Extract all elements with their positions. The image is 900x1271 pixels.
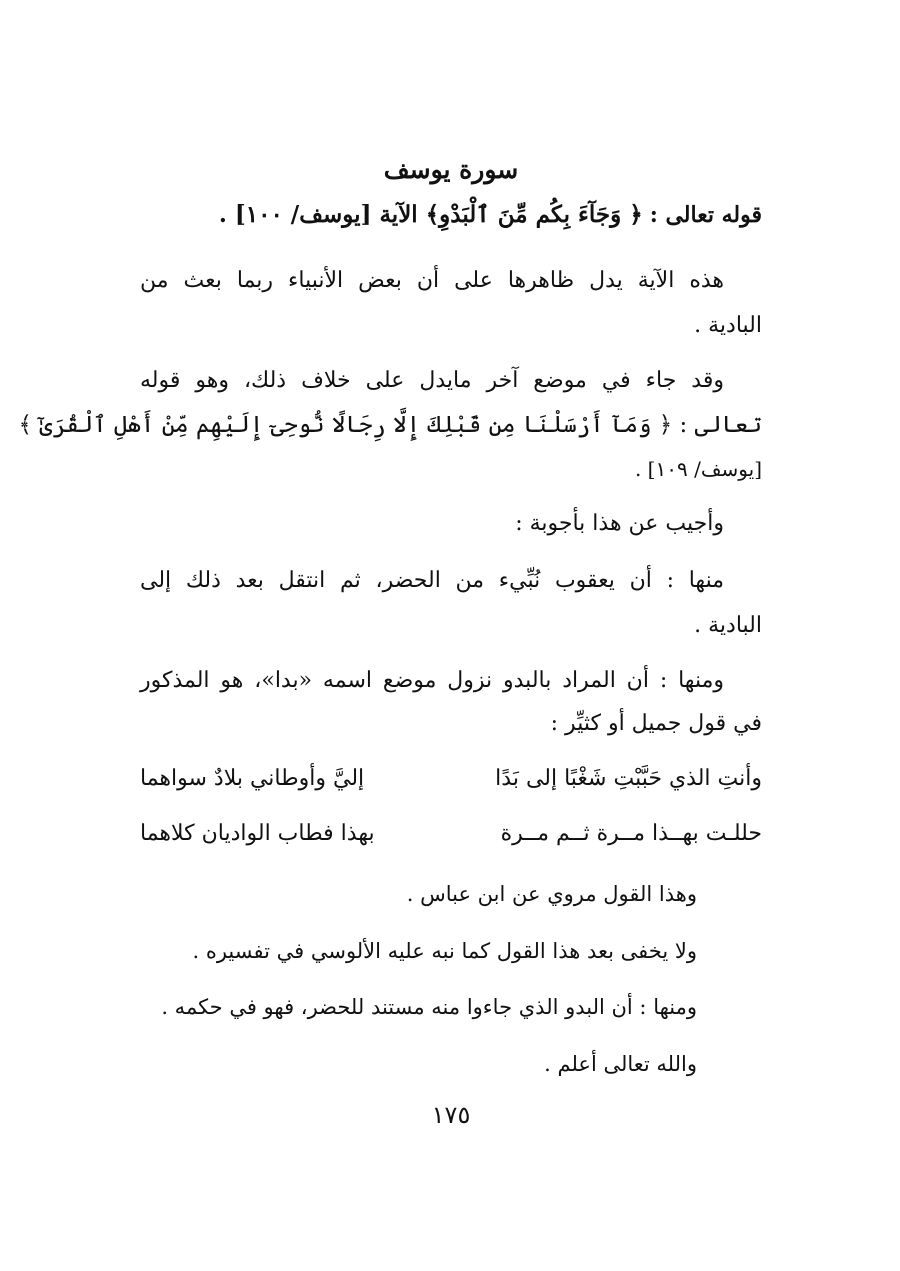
paragraph-line: منها : أن يعقوب نُبِّيء من الحضر، ثم انتقل بعد ذلك إلى (140, 568, 724, 593)
paragraph-line: وأجيب عن هذا بأجوبة : (515, 511, 724, 536)
page-title: سورة يوسف (383, 155, 519, 184)
quran-quote-line: تعالى : ﴿ وَمَآ أَرْسَلْنَا مِن قَبْلِكَ إِلَّا رِجَالًا نُّوحِىٓ إِلَيْهِم مِّنْ أَهْلِ ٱلْقُرَىٰٓ ﴾ (18, 412, 762, 438)
paragraph-line: وهذا القول مروي عن ابن عباس . (406, 882, 697, 906)
poem-hemistich-second: بهذا فطاب الواديان كلاهما (140, 821, 375, 846)
paragraph-line: في قول جميل أو كثيِّر : (550, 711, 762, 736)
poem-hemistich-second: إليَّ وأوطاني بلادٌ سواهما (140, 766, 365, 791)
paragraph-line: البادية . (694, 313, 762, 338)
document-page (18, 0, 762, 1271)
verse-reference: [يوسف/ ١٠٩] . (634, 457, 762, 481)
quote-label: قوله تعالى : (649, 202, 762, 228)
paragraph-line: البادية . (694, 613, 762, 638)
paragraph-line: ولا يخفى بعد هذا القول كما نبه عليه الألوسي في تفسيره . (192, 939, 697, 963)
paragraph-line: ومنها : أن المراد بالبدو نزول موضع اسمه «بدا»، هو المذكور (140, 668, 724, 693)
verse-citation-line (140, 196, 762, 235)
paragraph-line: والله تعالى أعلم . (544, 1052, 697, 1076)
paragraph-line: وقد جاء في موضع آخر مايدل على خلاف ذلك، وهو قوله (140, 368, 724, 393)
page-number: ١٧٥ (431, 1101, 471, 1129)
paragraph-line: هذه الآية يدل ظاهرها على أن بعض الأنبياء ربما بعث من (140, 268, 724, 293)
paragraph-line: ومنها : أن البدو الذي جاءوا منه مستند للحضر، فهو في حكمه . (161, 995, 697, 1019)
quran-quote: ﴿ وَجَآءَ بِكُم مِّنَ ٱلْبَدْوِ﴾ الآية [يوسف/ ١٠٠] . (218, 201, 643, 228)
poem-hemistich-first: حللـت بهــذا مــرة ثــم مــرة (500, 821, 762, 846)
poem-hemistich-first: وأنتِ الذي حَبَّبْتِ شَغْبًا إلى بَدًا (495, 766, 762, 791)
